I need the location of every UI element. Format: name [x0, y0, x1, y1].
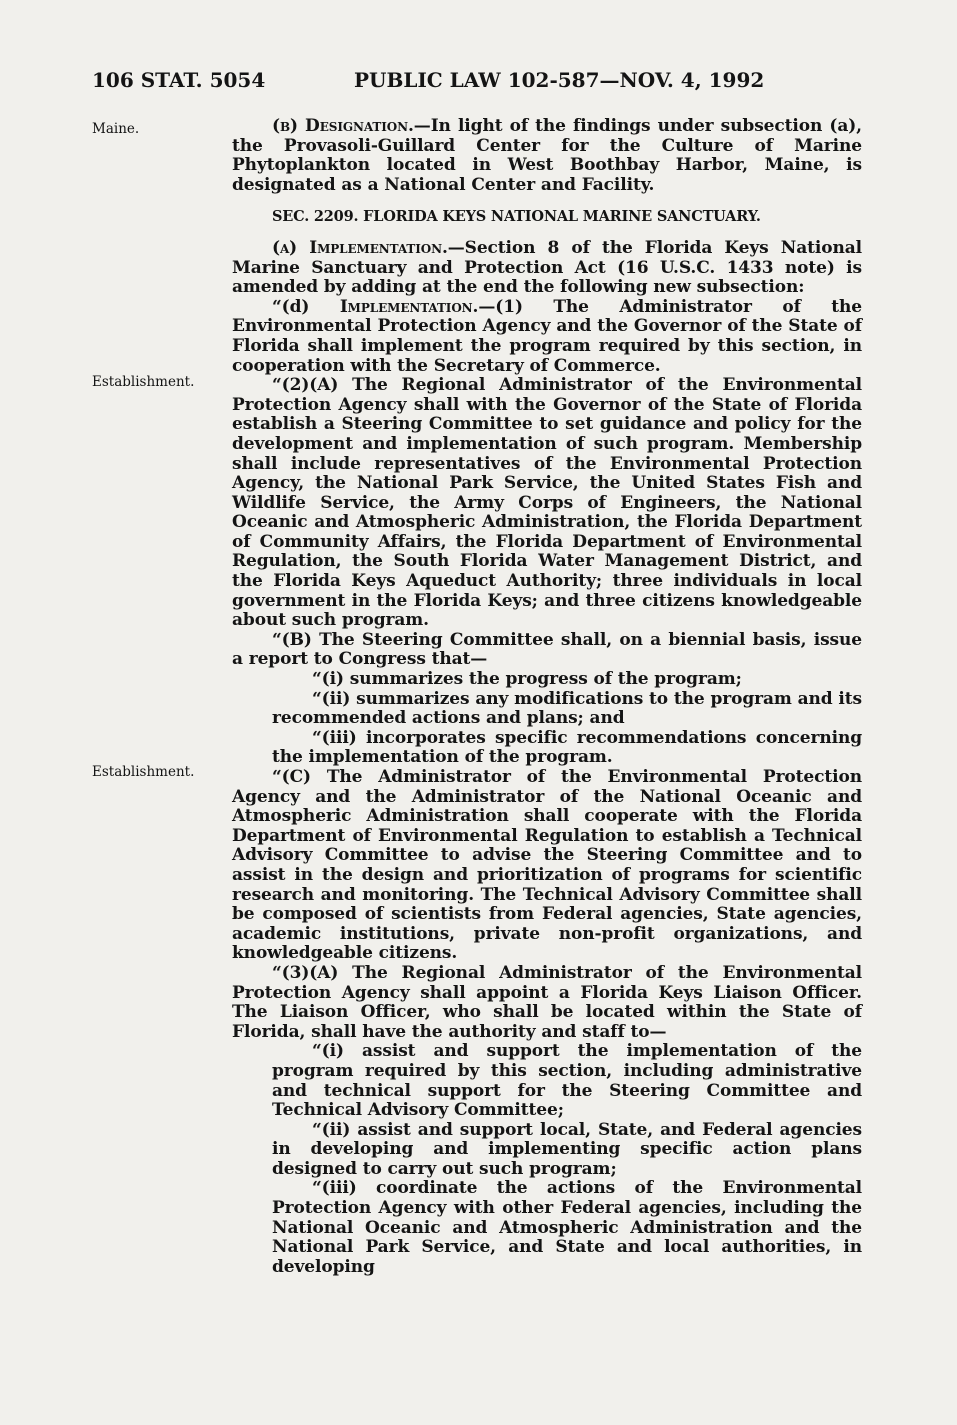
subsection-heading: (b) Designation.	[272, 116, 414, 136]
paragraph-implementation: (a) Implementation.—Section 8 of the Florida Keys National Marine Sanctuary and Protection Act (16 U.S.C. 1433 note) is amended by adding at the end the following new subsection:	[232, 237, 862, 298]
public-law-title: PUBLIC LAW 102-587—NOV. 4, 1992	[354, 68, 765, 92]
subsection-heading: Implementation.	[339, 296, 479, 317]
margin-note-maine: Maine.	[92, 121, 140, 137]
body-text	[232, 117, 862, 1277]
stat-reference: 106 STAT. 5054	[92, 68, 266, 92]
margin-note-establishment: Establishment.	[92, 764, 195, 780]
paragraph-2b: “(B) The Steering Committee shall, on a biennial basis, issue a report to Congress that—	[232, 629, 862, 670]
clause-i: “(i) assist and support the implementation of the program required by this section, including administrative and technical support for the Steering Committee and Technical Advisory Committee;	[272, 1041, 862, 1121]
clause-i: “(i) summarizes the progress of the program;	[312, 669, 742, 690]
paragraph-2a: “(2)(A) The Regional Administrator of the Environmental Protection Agency shall with the Governor of the State of Florida establish a Steering Committee to set guidance and policy for the development and implementation of such program. Membership shall include representatives of the Environmental Protection Agency, the National Park Service, the United States Fish and Wildlife Service, the Army Corps of Engineers, the National Oceanic and Atmospheric Administration, the Florida Department of Community Affairs, the Florida Department of Environmental Regulation, the South Florida Water Management District, and the Florida Keys Aqueduct Authority; three individuals in local government in the Florida Keys; and three citizens knowledgeable about such program.	[232, 375, 862, 631]
paragraph-3a: “(3)(A) The Regional Administrator of the Environmental Protection Agency shall appoint a Florida Keys Liaison Officer. The Liaison Officer, who shall be located within the State of Florida, shall have the authority and staff to—	[232, 962, 862, 1042]
margin-note-establishment: Establishment.	[92, 374, 195, 390]
clause-ii: “(ii) assist and support local, State, and Federal agencies in developing and implementing specific action plans designed to carry out such program;	[272, 1119, 862, 1179]
subsection-heading: (a) Implementation.	[272, 237, 448, 258]
page-header	[92, 68, 862, 98]
paragraph-designation: (b) Designation.—In light of the findings under subsection (a), the Provasoli-Guillard Center for the Culture of Marine Phytoplankton located in West Boothbay Harbor, Maine, is designated as a National Center and Facility.	[232, 116, 862, 195]
section-heading: SEC. 2209. FLORIDA KEYS NATIONAL MARINE SANCTUARY.	[272, 208, 761, 226]
clause-ii: “(ii) summarizes any modifications to the program and its recommended actions and plans; and	[272, 688, 862, 729]
paragraph-d-implementation: “(d) Implementation.—(1) The Administrator of the Environmental Protection Agency and the Governor of the State of Florida shall implement the program required by this section, in cooperation with the Secretary of Commerce.	[232, 296, 862, 376]
clause-iii: “(iii) incorporates specific recommendations concerning the implementation of the program.	[272, 727, 862, 768]
paragraph-2c: “(C) The Administrator of the Environmental Protection Agency and the Administrator of the National Oceanic and Atmospheric Administration shall cooperate with the Florida Department of Environmental Regulation to establish a Technical Advisory Committee to advise the Steering Committee and to assist in the design and prioritization of programs for scientific research and monitoring. The Technical Advisory Committee shall be composed of scientists from Federal agencies, State agencies, academic institutions, private non-profit organizations, and knowledgeable citizens.	[232, 767, 862, 964]
clause-iii: “(iii) coordinate the actions of the Environmental Protection Agency with other Federal agencies, including the National Oceanic and Atmospheric Administration and the National Park Service, and State and local authorities, in developing	[272, 1178, 862, 1277]
